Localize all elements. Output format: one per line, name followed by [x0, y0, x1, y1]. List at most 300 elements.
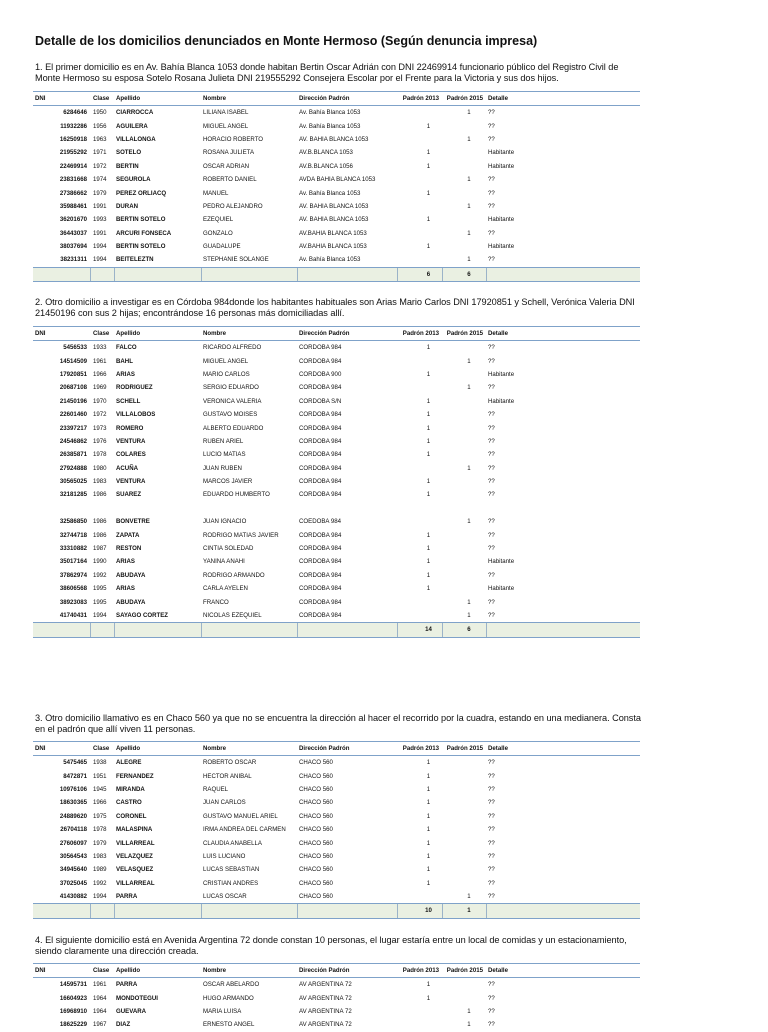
- total-empty-cell: [201, 904, 297, 918]
- nombre-cell: CINTIA SOLEDAD: [203, 545, 254, 553]
- dni-cell: 36201670: [59, 216, 87, 224]
- detalle-cell: ??: [488, 612, 495, 619]
- padron-2013-cell: [397, 890, 442, 904]
- table-row: [33, 186, 640, 199]
- nombre-cell: STEPHANIE SOLANGE: [203, 256, 269, 264]
- apellido-cell: RODRIGUEZ: [116, 384, 153, 392]
- total-empty-cell: [90, 267, 114, 281]
- detalle-cell: ??: [488, 135, 495, 143]
- clase-cell: 1990: [93, 558, 107, 566]
- padron-2015-cell: [442, 488, 486, 501]
- padron-2013-header: Padrón 2013: [397, 92, 442, 106]
- padron-2015-cell: [442, 542, 486, 555]
- apellido-cell: GUEVARA: [116, 1007, 147, 1015]
- padron-2013-cell: 1: [426, 122, 431, 130]
- dni-cell: 35988461: [59, 202, 87, 210]
- table-row: [33, 408, 640, 421]
- clase-cell: 1989: [93, 866, 107, 874]
- direccion-cell: CORDOBA 984: [299, 612, 342, 619]
- apellido-cell: SUAREZ: [116, 491, 142, 499]
- detalle-cell: ??: [488, 598, 495, 606]
- apellido-cell: MIRANDA: [116, 785, 145, 793]
- nombre-cell: YANINA ANAHI: [203, 558, 245, 566]
- padron-2013-cell: [397, 253, 442, 267]
- apellido-cell: VENTURA: [116, 478, 146, 486]
- clase-cell: 1994: [93, 243, 107, 251]
- direccion-cell: AV.B.BLANCA 1056: [299, 162, 353, 170]
- padron-2013-cell: 1: [426, 558, 431, 566]
- padron-2015-cell: 1: [467, 464, 471, 472]
- padron-2013-cell: [397, 1005, 442, 1018]
- direccion-cell: CORDOBA 984: [299, 491, 342, 499]
- clase-cell: 1991: [93, 229, 107, 237]
- nombre-cell: HECTOR ANIBAL: [203, 772, 252, 780]
- apellido-cell: VILLALONGA: [116, 135, 156, 143]
- direccion-cell: CORDOBA 984: [299, 424, 342, 432]
- apellido-cell: BAHL: [116, 357, 133, 365]
- detalle-cell: Habitante: [488, 370, 515, 378]
- dni-cell: 27606097: [59, 839, 87, 847]
- dni-cell: 10976106: [59, 785, 87, 793]
- apellido-cell: ROMERO: [116, 424, 144, 432]
- padron-2015-cell: [442, 836, 486, 849]
- clase-cell: 1995: [93, 598, 107, 606]
- section-2-paragraph: 2. Otro domicilio a investigar es en Córdoba 984donde los habitantes habituales son Arias Mario Carlos DNI 17920851 y Schell, Verónica Valeria DNI 21450196 con sus 2 hijas; encontrándose 16 personas más domiciliadas allí.: [35, 297, 635, 318]
- apellido-cell: SOTELO: [116, 149, 142, 157]
- direccion-cell: CORDOBA 984: [299, 531, 342, 539]
- dni-cell: 26385871: [59, 451, 87, 459]
- table-row: [33, 160, 640, 173]
- direccion-cell: CORDOBA S/N: [299, 397, 342, 405]
- direccion-cell: COEDOBA 984: [299, 518, 341, 526]
- padron-2013-cell: 1: [426, 571, 431, 579]
- detalle-cell: ??: [488, 545, 495, 553]
- detalle-cell: ??: [488, 571, 495, 579]
- padron-2013-cell: 1: [426, 585, 431, 593]
- detalle-cell: ??: [488, 839, 495, 847]
- table-row: [33, 978, 640, 992]
- table-header-row: [33, 327, 640, 341]
- direccion-cell: CORDOBA 984: [299, 464, 342, 472]
- apellido-cell: FERNANDEZ: [116, 772, 154, 780]
- nombre-cell: GUADALUPE: [203, 243, 241, 251]
- direccion-cell: CHACO 560: [299, 839, 333, 847]
- detalle-cell: Habitante: [488, 162, 515, 170]
- nombre-cell: MARIO CARLOS: [203, 370, 250, 378]
- padron-2013-header: Padrón 2013: [397, 742, 442, 756]
- detalle-cell: ??: [488, 759, 495, 767]
- table-row: [33, 890, 640, 904]
- clase-header: Clase: [90, 964, 114, 978]
- dni-cell: 18630365: [59, 799, 87, 807]
- clase-cell: 1945: [93, 785, 107, 793]
- detalle-cell: ??: [488, 518, 495, 526]
- clase-cell: 1972: [93, 162, 107, 170]
- detalle-cell: ??: [488, 344, 495, 352]
- direccion-cell: CORDOBA 984: [299, 545, 342, 553]
- padron-2013-cell: 1: [426, 451, 431, 459]
- table-row: [33, 796, 640, 809]
- nombre-cell: FRANCO: [203, 598, 229, 606]
- padron-2015-cell: 1: [467, 109, 471, 117]
- dni-cell: 21450196: [59, 397, 87, 405]
- direccion-header: Dirección Padrón: [297, 742, 397, 756]
- padron-2015-cell: [442, 475, 486, 488]
- dni-cell: 27386662: [59, 189, 87, 197]
- direccion-cell: CORDOBA 984: [299, 357, 342, 365]
- direccion-cell: CORDOBA 900: [299, 370, 342, 378]
- clase-cell: 1964: [93, 994, 107, 1002]
- padron-2015-cell: [442, 146, 486, 159]
- padron-2013-cell: [397, 381, 442, 394]
- dni-cell: 23397217: [59, 424, 87, 432]
- direccion-cell: CHACO 560: [299, 772, 333, 780]
- nombre-cell: JUAN IGNACIO: [203, 518, 247, 526]
- direccion-cell: CHACO 560: [299, 759, 333, 767]
- total-padron-2013: 10: [397, 904, 442, 918]
- dni-header: DNI: [33, 742, 90, 756]
- padron-2015-cell: [442, 186, 486, 199]
- apellido-cell: VILLARREAL: [116, 879, 155, 887]
- padron-2015-cell: [442, 368, 486, 381]
- dni-cell: 17920851: [59, 370, 87, 378]
- padron-2015-cell: 1: [467, 384, 471, 392]
- apellido-cell: RESTON: [116, 545, 142, 553]
- dni-cell: 24889620: [59, 812, 87, 820]
- direccion-cell: CHACO 560: [299, 879, 333, 887]
- dni-cell: 38606568: [59, 585, 87, 593]
- padron-2013-cell: 1: [426, 799, 431, 807]
- total-empty-cell: [33, 623, 90, 637]
- clase-cell: 1933: [93, 344, 107, 352]
- direccion-cell: Av. Bahía Blanca 1053: [299, 122, 361, 130]
- dni-cell: 6284646: [63, 109, 87, 117]
- detalle-cell: ??: [488, 893, 495, 901]
- clase-cell: 1966: [93, 799, 107, 807]
- direccion-header: Dirección Padrón: [297, 964, 397, 978]
- total-empty-cell: [90, 623, 114, 637]
- clase-cell: 1994: [93, 256, 107, 264]
- padron-2013-cell: [397, 133, 442, 146]
- clase-cell: 1986: [93, 491, 107, 499]
- detalle-cell: ??: [488, 384, 495, 392]
- clase-cell: 1978: [93, 451, 107, 459]
- apellido-header: Apellido: [114, 742, 201, 756]
- dni-cell: 20687108: [59, 384, 87, 392]
- detalle-cell: ??: [488, 424, 495, 432]
- apellido-cell: VILLARREAL: [116, 839, 155, 847]
- direccion-cell: CORDOBA 984: [299, 558, 342, 566]
- table-row: [33, 756, 640, 770]
- apellido-cell: COLARES: [116, 451, 146, 459]
- nombre-cell: ERNESTO ANGEL: [203, 1021, 255, 1029]
- padron-2015-cell: [442, 756, 486, 770]
- direccion-header: Dirección Padrón: [297, 327, 397, 341]
- padron-2015-cell: 1: [467, 357, 471, 365]
- direccion-cell: CHACO 560: [299, 893, 333, 901]
- dni-cell: 36443037: [59, 229, 87, 237]
- padron-2015-cell: 1: [467, 1021, 471, 1029]
- padron-2013-cell: 1: [426, 397, 431, 405]
- apellido-cell: ABUDAYA: [116, 571, 146, 579]
- dni-cell: 30564543: [59, 852, 87, 860]
- padron-2013-cell: [397, 1018, 442, 1031]
- direccion-cell: AV ARGENTINA 72: [299, 1021, 352, 1029]
- direccion-cell: CORDOBA 984: [299, 571, 342, 579]
- padron-2015-cell: [442, 421, 486, 434]
- nombre-cell: EDUARDO HUMBERTO: [203, 491, 270, 499]
- table-row: [33, 119, 640, 132]
- table-row: [33, 810, 640, 823]
- padron-2013-header: Padrón 2013: [397, 964, 442, 978]
- padron-2013-cell: 1: [426, 531, 431, 539]
- dni-cell: 14595731: [59, 981, 87, 989]
- direccion-cell: AV.B.BLANCA 1053: [299, 149, 353, 157]
- table-row: [33, 227, 640, 240]
- direccion-cell: CHACO 560: [299, 866, 333, 874]
- clase-cell: 1979: [93, 189, 107, 197]
- detalle-cell: ??: [488, 122, 495, 130]
- nombre-cell: CARLA AYELEN: [203, 585, 248, 593]
- direccion-cell: AV. BAHIA BLANCA 1053: [299, 216, 369, 224]
- detalle-cell: ??: [488, 772, 495, 780]
- apellido-cell: ALEGRE: [116, 759, 142, 767]
- table-row: [33, 528, 640, 541]
- padron-2013-cell: [397, 106, 442, 120]
- apellido-cell: ABUDAYA: [116, 598, 146, 606]
- table-row: [33, 462, 640, 475]
- clase-cell: 1995: [93, 585, 107, 593]
- direccion-cell: Av. Bahía Blanca 1053: [299, 189, 361, 197]
- dni-cell: 16604923: [59, 994, 87, 1002]
- clase-cell: 1969: [93, 384, 107, 392]
- apellido-cell: FALCO: [116, 344, 137, 352]
- apellido-cell: AGUILERA: [116, 122, 148, 130]
- detalle-cell: Habitante: [488, 216, 515, 224]
- apellido-cell: ARIAS: [116, 370, 135, 378]
- dni-header: DNI: [33, 327, 90, 341]
- detalle-cell: ??: [488, 357, 495, 365]
- nombre-cell: OSCAR ADRIAN: [203, 162, 250, 170]
- totals-row: [33, 267, 640, 281]
- apellido-cell: BERTIN: [116, 162, 139, 170]
- detalle-cell: ??: [488, 229, 495, 237]
- clase-cell: 1979: [93, 839, 107, 847]
- detalle-cell: ??: [488, 981, 495, 989]
- padron-2013-cell: 1: [426, 478, 431, 486]
- padron-2013-cell: 1: [426, 437, 431, 445]
- detalle-cell: ??: [488, 866, 495, 874]
- padron-2015-cell: [442, 796, 486, 809]
- table-row: [33, 200, 640, 213]
- dni-cell: 38037694: [59, 243, 87, 251]
- padron-2015-cell: [442, 991, 486, 1004]
- total-empty-cell: [201, 267, 297, 281]
- table-row: [33, 836, 640, 849]
- padron-2015-cell: [442, 978, 486, 992]
- padron-2015-header: Padrón 2015: [442, 742, 486, 756]
- table-row: [33, 991, 640, 1004]
- padron-2015-cell: 1: [467, 176, 471, 184]
- clase-header: Clase: [90, 92, 114, 106]
- table-row: [33, 1005, 640, 1018]
- padron-2015-cell: [442, 877, 486, 890]
- dni-cell: 26704118: [60, 826, 87, 834]
- padron-2013-cell: 1: [426, 994, 431, 1002]
- padron-2015-cell: 1: [467, 893, 471, 901]
- nombre-cell: VERONICA VALERIA: [203, 397, 262, 405]
- total-empty-cell: [297, 904, 397, 918]
- padron-2015-cell: [442, 408, 486, 421]
- table-row: [33, 240, 640, 253]
- direccion-cell: AV. BAHIA BLANCA 1053: [299, 135, 369, 143]
- apellido-cell: CORONEL: [116, 812, 147, 820]
- nombre-cell: LUIS LUCIANO: [203, 852, 246, 860]
- direccion-cell: AV.BAHIA BLANCA 1053: [299, 243, 367, 251]
- detalle-cell: ??: [488, 437, 495, 445]
- clase-cell: 1987: [93, 545, 107, 553]
- padron-2013-cell: [397, 200, 442, 213]
- padron-2013-cell: 1: [426, 826, 431, 834]
- padron-2013-cell: 1: [426, 370, 431, 378]
- table-row: [33, 863, 640, 876]
- total-empty-cell: [90, 904, 114, 918]
- nombre-cell: ALBERTO EDUARDO: [203, 424, 264, 432]
- dni-cell: 18625229: [59, 1021, 87, 1029]
- padron-2015-cell: 1: [467, 135, 471, 143]
- apellido-cell: BONVETRE: [116, 518, 150, 526]
- padron-2015-cell: 1: [467, 202, 471, 210]
- direccion-cell: AV ARGENTINA 72: [299, 981, 352, 989]
- apellido-cell: ARIAS: [116, 585, 135, 593]
- direccion-cell: CORDOBA 984: [299, 598, 342, 606]
- nombre-cell: MARCOS JAVIER: [203, 478, 253, 486]
- detalle-cell: ??: [488, 799, 495, 807]
- detalle-cell: Habitante: [488, 243, 515, 251]
- clase-cell: 1966: [93, 370, 107, 378]
- section-2-table: [33, 326, 640, 638]
- dni-cell: 8472871: [63, 772, 87, 780]
- clase-cell: 1983: [93, 478, 107, 486]
- nombre-cell: HUGO ARMANDO: [203, 994, 254, 1002]
- padron-2015-cell: 1: [467, 518, 471, 526]
- dni-cell: 35017164: [59, 558, 87, 566]
- total-padron-2015: 6: [442, 267, 486, 281]
- dni-cell: 27924888: [59, 464, 87, 472]
- dni-cell: 5475465: [63, 759, 87, 767]
- table-row: [33, 106, 640, 120]
- clase-cell: 1961: [93, 981, 107, 989]
- nombre-cell: RICARDO ALFREDO: [203, 344, 262, 352]
- clase-cell: 1983: [93, 852, 107, 860]
- dni-cell: 30565025: [59, 478, 87, 486]
- apellido-cell: DURAN: [116, 202, 139, 210]
- nombre-cell: MIGUEL ANGEL: [203, 122, 249, 130]
- padron-2015-cell: [442, 213, 486, 226]
- direccion-cell: CHACO 560: [299, 799, 333, 807]
- direccion-cell: CORDOBA 984: [299, 585, 342, 593]
- clase-cell: 1991: [93, 202, 107, 210]
- dni-cell: 37862974: [59, 571, 87, 579]
- table-row: [33, 381, 640, 394]
- table-row: [33, 133, 640, 146]
- nombre-cell: LILIANA ISABEL: [203, 109, 249, 117]
- detalle-header: Detalle: [486, 327, 640, 341]
- clase-cell: 1992: [93, 879, 107, 887]
- padron-2013-cell: 1: [426, 189, 431, 197]
- nombre-cell: ROSANA JULIETA: [203, 149, 255, 157]
- detalle-cell: ??: [488, 1007, 495, 1015]
- detalle-cell: Habitante: [488, 585, 515, 593]
- clase-cell: 1938: [93, 759, 107, 767]
- detalle-cell: ??: [488, 451, 495, 459]
- padron-2015-cell: [442, 435, 486, 448]
- table-row: [33, 368, 640, 381]
- table-row: [33, 213, 640, 226]
- dni-cell: 32181285: [59, 491, 87, 499]
- direccion-cell: AV ARGENTINA 72: [299, 994, 352, 1002]
- nombre-cell: RUBEN ARIEL: [203, 437, 244, 445]
- total-empty-cell: [114, 623, 201, 637]
- padron-2013-cell: 1: [426, 981, 431, 989]
- apellido-header: Apellido: [114, 327, 201, 341]
- apellido-cell: PARRA: [116, 893, 138, 901]
- apellido-cell: VENTURA: [116, 437, 146, 445]
- table-row: [33, 1018, 640, 1031]
- padron-2013-cell: 1: [426, 162, 431, 170]
- table-row: [33, 253, 640, 267]
- nombre-header: Nombre: [201, 327, 297, 341]
- table-header-row: [33, 964, 640, 978]
- detalle-cell: ??: [488, 256, 495, 264]
- apellido-cell: ZAPATA: [116, 531, 140, 539]
- nombre-cell: CRISTIAN ANDRES: [203, 879, 259, 887]
- padron-2015-cell: [442, 863, 486, 876]
- apellido-cell: SAYAGO CORTEZ: [116, 612, 169, 619]
- table-row: [33, 783, 640, 796]
- dni-cell: 33310882: [59, 545, 87, 553]
- detalle-cell: ??: [488, 464, 495, 472]
- padron-2013-cell: 1: [426, 785, 431, 793]
- direccion-cell: CORDOBA 984: [299, 344, 342, 352]
- direccion-cell: CORDOBA 984: [299, 478, 342, 486]
- section-3-table: [33, 741, 640, 919]
- detalle-cell: ??: [488, 411, 495, 419]
- padron-2013-cell: 1: [426, 149, 431, 157]
- padron-2013-cell: 1: [426, 852, 431, 860]
- nombre-cell: SERGIO EDUARDO: [203, 384, 259, 392]
- dni-header: DNI: [33, 964, 90, 978]
- clase-cell: 1961: [93, 357, 107, 365]
- padron-2013-cell: 1: [426, 411, 431, 419]
- nombre-cell: RODRIGO MATIAS JAVIER: [203, 531, 279, 539]
- apellido-cell: DIAZ: [116, 1021, 131, 1029]
- clase-cell: 1964: [93, 1007, 107, 1015]
- detalle-cell: ??: [488, 785, 495, 793]
- dni-cell: 16968910: [59, 1007, 87, 1015]
- detalle-cell: Habitante: [488, 558, 515, 566]
- padron-2015-cell: [442, 395, 486, 408]
- dni-cell: 41740431: [59, 612, 87, 619]
- clase-cell: 1973: [93, 424, 107, 432]
- apellido-cell: BEITELEZTN: [116, 256, 154, 264]
- dni-cell: 41430882: [59, 893, 87, 901]
- detalle-header: Detalle: [486, 964, 640, 978]
- detalle-cell: ??: [488, 176, 495, 184]
- padron-2015-cell: [442, 448, 486, 461]
- clase-cell: 1994: [93, 893, 107, 901]
- dni-cell: 24546862: [59, 437, 87, 445]
